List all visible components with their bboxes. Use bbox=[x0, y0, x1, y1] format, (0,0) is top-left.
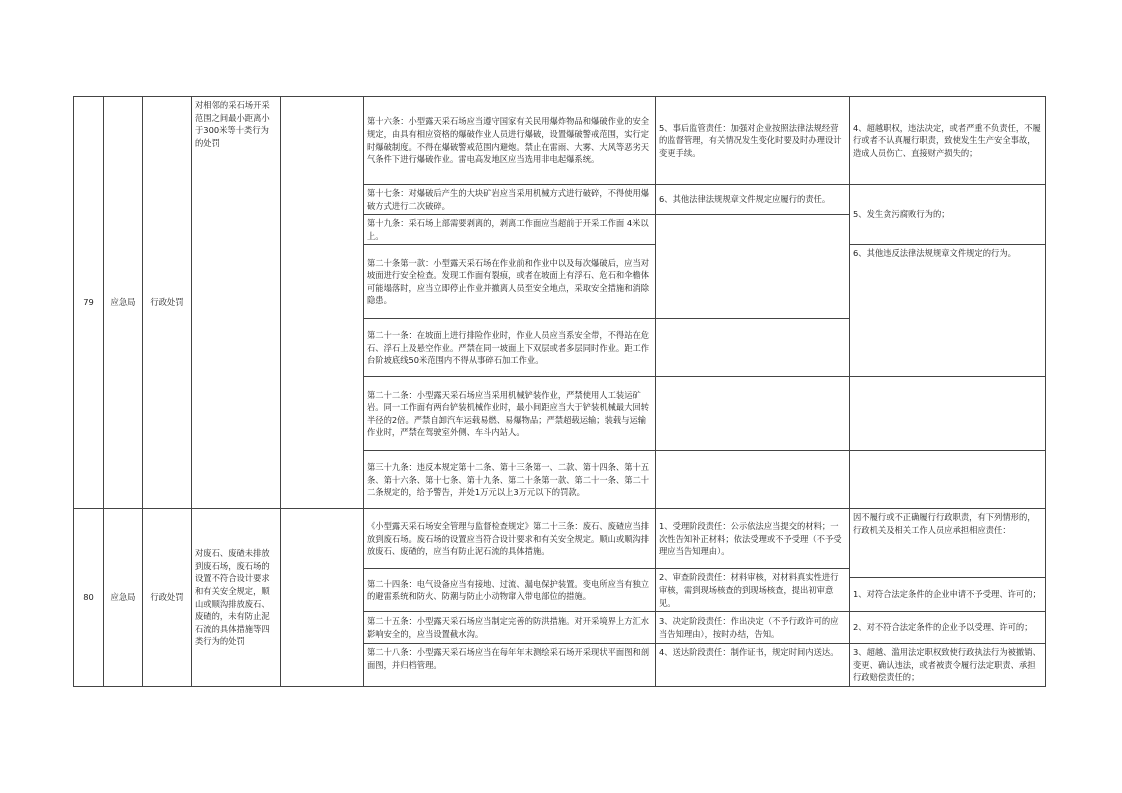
duty-cell: 6、其他法律法规规章文件规定应履行的责任。 bbox=[656, 185, 850, 215]
liability-cell: 6、其他违反法律法规规章文件规定的行为。 bbox=[850, 245, 1046, 377]
liability-cell: 2、对不符合法定条件的企业予以受理、许可的； bbox=[850, 612, 1046, 644]
item-name-cell: 对相邻的采石场开采范围之间最小距离小于300米等十类行为的处罚 bbox=[192, 97, 281, 509]
basis-cell: 第二十五条：小型露天采石场应当制定完善的防洪措施。对开采境界上方汇水影响安全的，应当设置截水沟。 bbox=[364, 612, 656, 644]
row-number: 80 bbox=[74, 509, 104, 687]
liability-cell-empty bbox=[850, 377, 1046, 451]
duty-cell-empty bbox=[656, 215, 850, 319]
responsibility-table bbox=[73, 96, 1046, 687]
basis-cell: 第二十二条：小型露天采石场应当采用机械铲装作业，严禁使用人工装运矿岩。同一工作面有两台铲装机械作业时，最小间距应当大于铲装机械最大回转半径的2倍。严禁自卸汽车运载易燃、易爆物品；严禁超载运输；装载与运输作业时，严禁在驾驶室外侧、车斗内站人。 bbox=[364, 377, 656, 451]
duty-cell-empty bbox=[656, 451, 850, 509]
basis-cell: 第二十一条：在坡面上进行排险作业时，作业人员应当系安全带，不得站在危石、浮石上及悬空作业。严禁在同一坡面上下双层或者多层同时作业。距工作台阶坡底线50米范围内不得从事碎石加工作业。 bbox=[364, 319, 656, 377]
blank-cell bbox=[281, 97, 364, 509]
liability-cell-empty bbox=[850, 451, 1046, 509]
duty-cell: 3、决定阶段责任：作出决定（不予行政许可的应当告知理由），按时办结，告知。 bbox=[656, 612, 850, 644]
duty-cell: 4、送达阶段责任：制作证书，规定时间内送达。 bbox=[656, 644, 850, 687]
department-cell: 应急局 bbox=[104, 509, 143, 687]
basis-cell: 第十九条：采石场上部需要剥离的，剥离工作面应当超前于开采工作面 4米以上。 bbox=[364, 215, 656, 245]
blank-cell bbox=[281, 509, 364, 687]
duty-cell: 1、受理阶段责任：公示依法应当提交的材料；一次性告知补正材料；依法受理或不予受理（不予受理应当告知理由）。 bbox=[656, 509, 850, 569]
liability-cell: 5、发生贪污腐败行为的； bbox=[850, 185, 1046, 245]
basis-cell: 第十六条：小型露天采石场应当遵守国家有关民用爆炸物品和爆破作业的安全规定，由具有相应资格的爆破作业人员进行爆破，设置爆破警戒范围，实行定时爆破制度。不得在爆破警戒范围内避炮。禁止在雷雨、大雾、大风等恶劣天气条件下进行爆破作业。雷电高发地区应当选用非电起爆系统。 bbox=[364, 97, 656, 185]
duty-cell: 2、审查阶段责任：材料审核，对材料真实性进行审核，需到现场核查的到现场核查，提出初审意见。 bbox=[656, 569, 850, 612]
liability-cell: 4、超越职权，违法决定，或者严重不负责任，不履行或者不认真履行职责，致使发生生产安全事故，造成人员伤亡、直接财产损失的； bbox=[850, 97, 1046, 185]
basis-cell: 《小型露天采石场安全管理与监督检查规定》第二十三条：废石、废碴应当排放到废石场。废石场的设置应当符合设计要求和有关安全规定。顺山或顺沟排放废石、废碴的，应当有防止泥石流的具体措施。 bbox=[364, 509, 656, 569]
basis-cell: 第三十九条：违反本规定第十二条、第十三条第一、二款、第十四条、第十五条、第十六条、第十七条、第十九条、第二十条第一款、第二十一条、第二十二条规定的，给予警告，并处1万元以上3万元以下的罚款。 bbox=[364, 451, 656, 509]
basis-cell: 第二十四条：电气设备应当有接地、过流、漏电保护装置。变电所应当有独立的避雷系统和防火、防潮与防止小动物窜入带电部位的措施。 bbox=[364, 569, 656, 612]
duty-cell-empty bbox=[656, 377, 850, 451]
basis-cell: 第二十条第一款：小型露天采石场在作业前和作业中以及每次爆破后，应当对坡面进行安全检查。发现工作面有裂痕，或者在坡面上有浮石、危石和伞檐体可能塌落时，应当立即停止作业并撤离人员至安全地点，采取安全措施和消除隐患。 bbox=[364, 245, 656, 319]
item-name-cell: 对废石、废碴未排放到废石场，废石场的设置不符合设计要求和有关安全规定，顺山或顺沟排放废石、废碴的，未有防止泥石流的具体措施等四类行为的处罚 bbox=[192, 509, 281, 687]
duty-cell: 5、事后监管责任：加强对企业按照法律法规经营的监督管理，有关情况发生变化时要及时办理设计变更手续。 bbox=[656, 97, 850, 185]
department-cell: 应急局 bbox=[104, 97, 143, 509]
liability-cell: 3、超越、滥用法定职权致使行政执法行为被撤销、变更、确认违法，或者被责令履行法定职责、承担行政赔偿责任的； bbox=[850, 644, 1046, 687]
liability-cell: 1、对符合法定条件的企业申请不予受理、许可的； bbox=[850, 578, 1046, 612]
power-type-cell: 行政处罚 bbox=[143, 97, 192, 509]
power-type-cell: 行政处罚 bbox=[143, 509, 192, 687]
liability-cell: 因不履行或不正确履行行政职责，有下列情形的，行政机关及相关工作人员应承担相应责任： bbox=[850, 509, 1046, 578]
duty-cell-empty bbox=[656, 319, 850, 377]
basis-cell: 第二十八条：小型露天采石场应当在每年年末测绘采石场开采现状平面图和剖面图，并归档管理。 bbox=[364, 644, 656, 687]
row-number: 79 bbox=[74, 97, 104, 509]
basis-cell: 第十七条：对爆破后产生的大块矿岩应当采用机械方式进行破碎，不得使用爆破方式进行二次破碎。 bbox=[364, 185, 656, 215]
